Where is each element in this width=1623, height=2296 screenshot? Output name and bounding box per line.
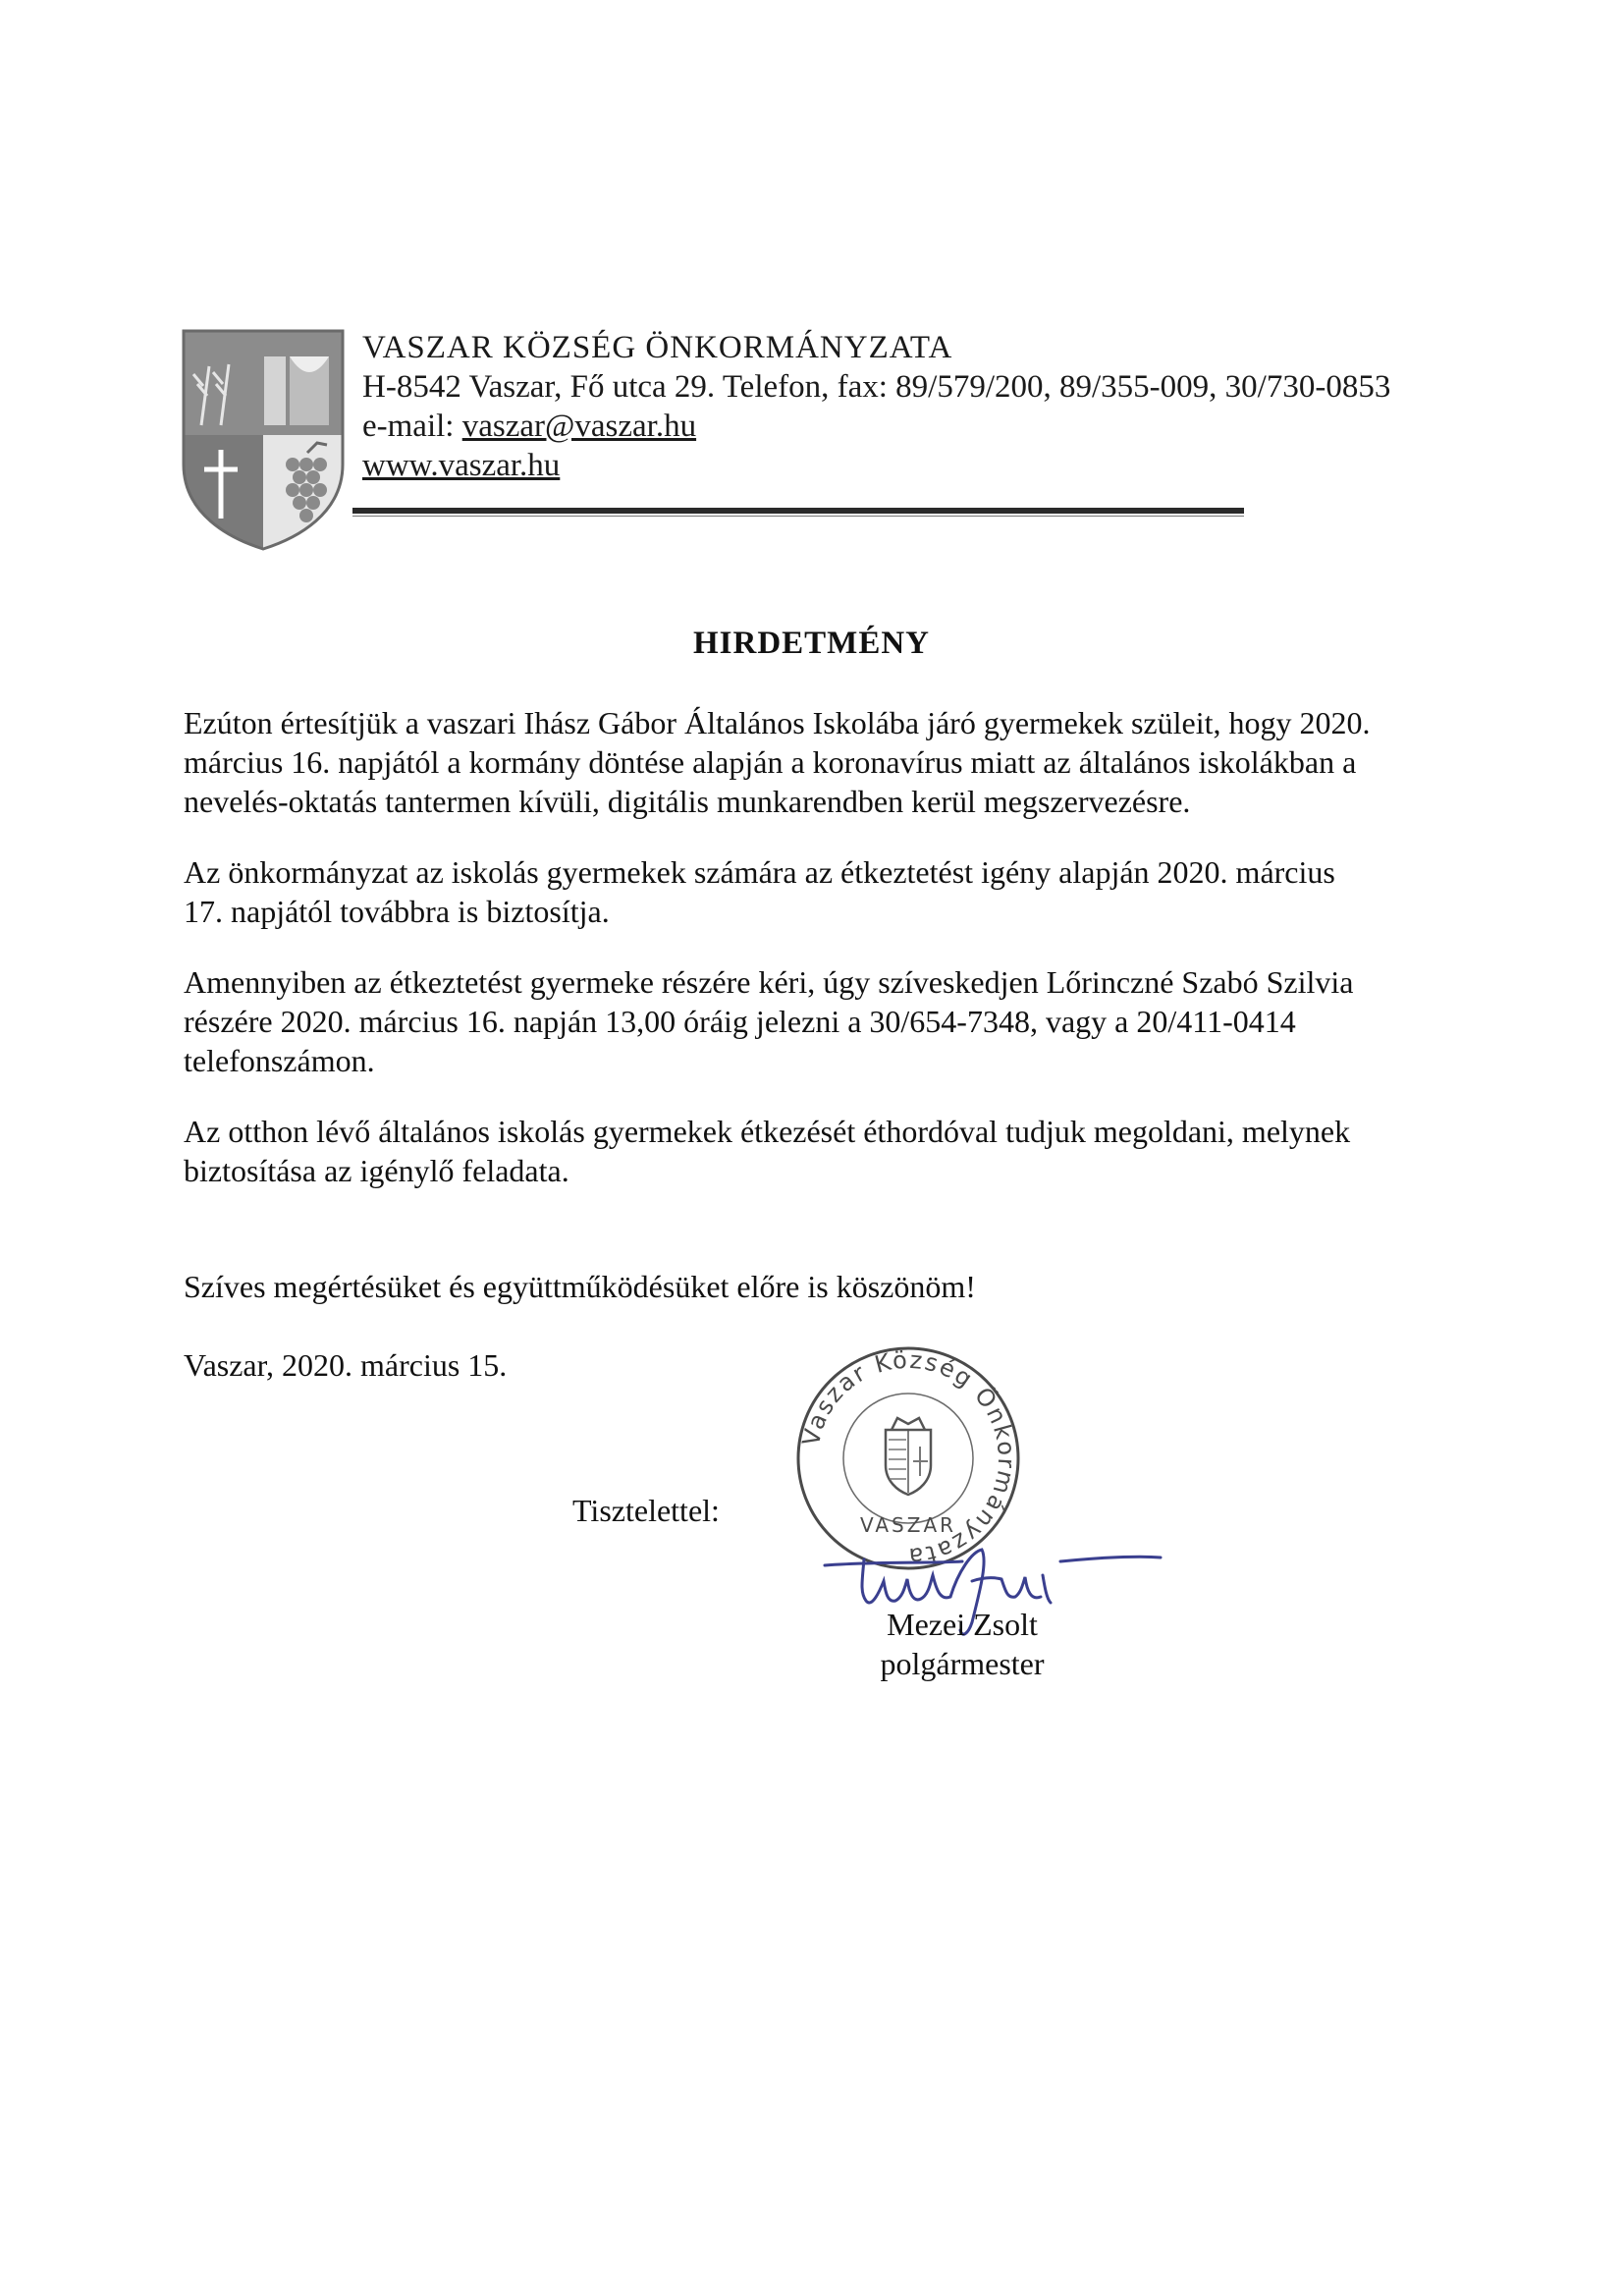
signer-block (864, 1605, 1060, 1683)
salutation: Tisztelettel: (572, 1493, 720, 1528)
signer-name: Mezei Zsolt (887, 1607, 1038, 1642)
header-divider (352, 508, 1244, 514)
document-title: HIRDETMÉNY (692, 626, 931, 661)
email-link[interactable]: vaszar@vaszar.hu (461, 409, 697, 444)
place-date: Vaszar, 2020. március 15. (184, 1347, 508, 1383)
seal-ring-text: Vaszar Község Önkormányzata (796, 1345, 1021, 1571)
closing-thanks: Szíves megértésüket és együttműködésüket előre is köszönöm! (184, 1269, 976, 1304)
coat-of-arms-icon (180, 327, 347, 551)
website-link[interactable]: www.vaszar.hu (362, 448, 561, 483)
paragraph: Az önkormányzat az iskolás gyermekek számára az étkeztetést igény alapján 2020. március 17. napjától továbbra is biztosítja. (184, 854, 1335, 929)
paragraph: Amennyiben az étkeztetést gyermeke részére kéri, úgy szíveskedjen Lőrinczné Szabó Szilvia részére 2020. március 16. napján 13,00 óráig jelezni a 30/654-7348, vagy a 20/411-0414 telefonszámon. (184, 964, 1354, 1078)
seal-bottom-text: VASZAR (859, 1513, 957, 1537)
organization-name: VASZAR KÖZSÉG ÖNKORMÁNYZATA (362, 330, 953, 365)
website-line (362, 446, 1390, 485)
address-line: H-8542 Vaszar, Fő utca 29. Telefon, fax: 89/579/200, 89/355-009, 30/730-0853 (362, 369, 1391, 405)
letterhead (362, 328, 1390, 485)
paragraph: Az otthon lévő általános iskolás gyermekek étkezését éthordóval tudjuk megoldani, melynek biztosítása az igénylő feladata. (184, 1114, 1351, 1188)
header-divider-thin (352, 516, 1244, 517)
paragraph: Ezúton értesítjük a vaszari Ihász Gábor Általános Iskolába járó gyermekek szüleit, hogy 2020. március 16. napjától a kormány döntése alapján a koronavírus miatt az általános iskolákban a nevelés-oktatás tantermen kívüli, digitális munkarendben kerül megszervezésre. (184, 705, 1371, 819)
signer-title: polgármester (880, 1646, 1045, 1681)
email-label: e-mail: (362, 409, 462, 444)
email-line (362, 407, 1390, 446)
